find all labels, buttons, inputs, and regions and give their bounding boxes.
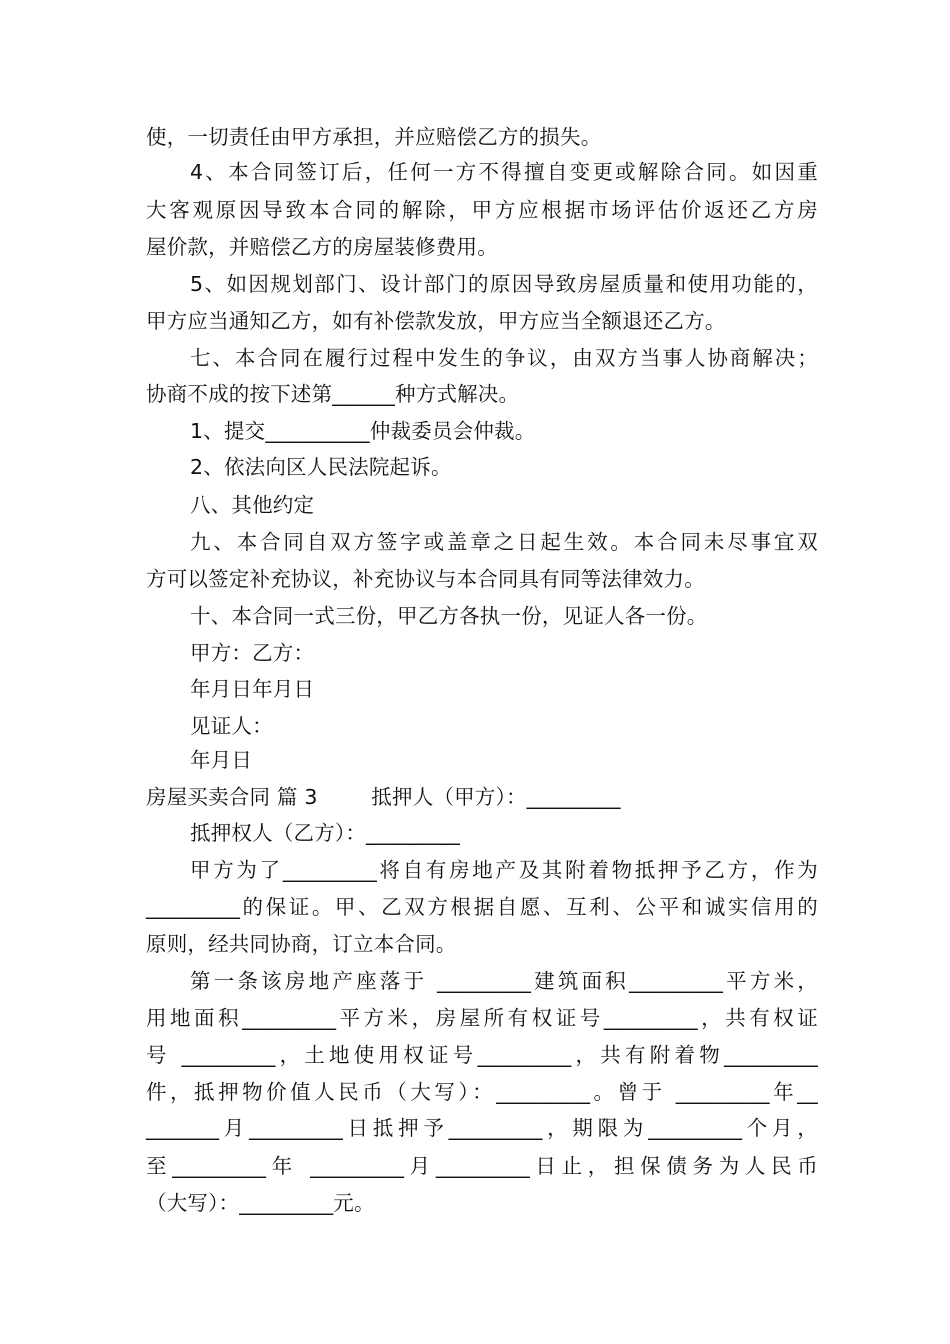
text-line: 七、本合同在履行过程中发生的争议，由双方当事人协商解决； (190, 346, 818, 370)
text-line: 屋价款，并赔偿乙方的房屋装修费用。 (146, 235, 498, 259)
text-line: （大写）：_________元。 (146, 1191, 375, 1215)
text-line: 第一条该房地产座落于 _________建筑面积_________平方米， (190, 969, 818, 993)
text-line: 方可以签定补充协议，补充协议与本合同具有同等法律效力。 (146, 567, 705, 591)
text-line: 十、本合同一式三份，甲乙方各执一份，见证人各一份。 (190, 604, 708, 628)
date-line: 年月日年月日 (190, 677, 315, 701)
section-title-line: 房屋买卖合同 篇 3 抵押人（甲方）：_________ (146, 785, 621, 809)
text-line: 5、如因规划部门、设计部门的原因导致房屋质量和使用功能的， (190, 272, 818, 296)
section-heading: 八、其他约定 (190, 493, 315, 517)
text-line: 甲方应当通知乙方，如有补偿款发放，甲方应当全额退还乙方。 (146, 309, 726, 333)
witness-line: 见证人： (190, 714, 273, 738)
text-line: 1、提交__________仲裁委员会仲裁。 (190, 419, 536, 443)
text-line: 号 _________，土地使用权证号_________，共有附着物_________ (146, 1043, 818, 1067)
text-line: 协商不成的按下述第______种方式解决。 (146, 382, 520, 406)
text-line: 2、依法向区人民法院起诉。 (190, 455, 452, 479)
text-line: 使，一切责任由甲方承担，并应赔偿乙方的损失。 (146, 125, 602, 149)
date-line: 年月日 (190, 748, 253, 772)
text-line: 4、本合同签订后，任何一方不得擅自变更或解除合同。如因重 (190, 160, 818, 184)
text-line: 甲方为了_________将自有房地产及其附着物抵押予乙方，作为 (190, 858, 818, 882)
text-line: 大客观原因导致本合同的解除，甲方应根据市场评估价返还乙方房 (146, 198, 818, 222)
text-line: 用地面积_________平方米，房屋所有权证号_________，共有权证 (146, 1006, 818, 1030)
text-line: _________的保证。甲、乙双方根据自愿、互利、公平和诚实信用的 (146, 895, 818, 919)
text-line: 至_________年 _________月_________日止，担保债务为人民币 (146, 1154, 818, 1178)
text-line: 抵押权人（乙方）：_________ (190, 821, 461, 845)
text-line: 件，抵押物价值人民币（大写）：_________。曾于 _________年__ (146, 1080, 818, 1104)
text-line: 原则，经共同协商，订立本合同。 (146, 932, 457, 956)
text-line: _______月_________日抵押予_________，期限为_________个月， (146, 1116, 818, 1140)
signature-party-line: 甲方：乙方： (190, 641, 315, 665)
text-line: 九、本合同自双方签字或盖章之日起生效。本合同未尽事宜双 (190, 530, 818, 554)
